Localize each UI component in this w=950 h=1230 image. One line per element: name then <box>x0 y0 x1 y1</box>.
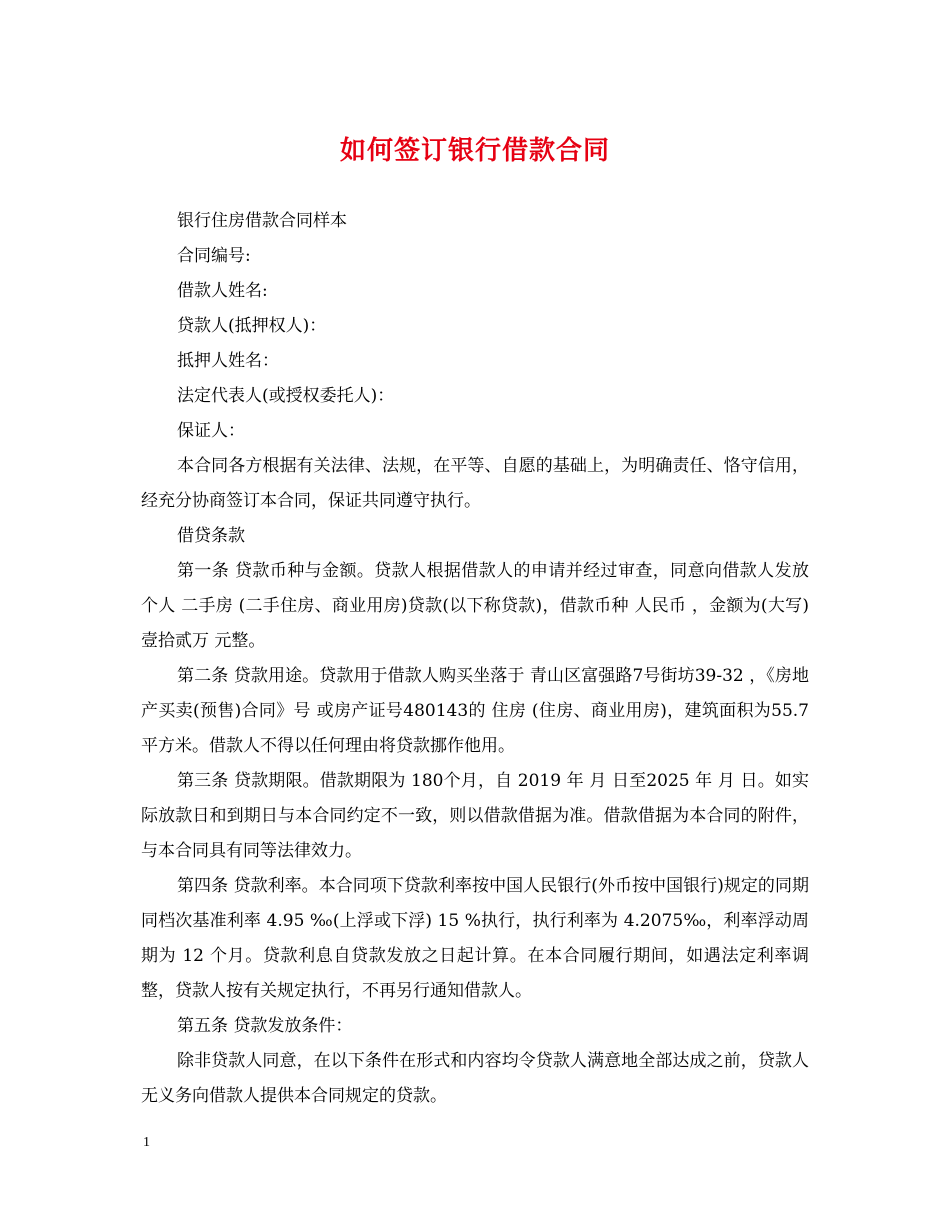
paragraph-preamble: 本合同各方根据有关法律、法规，在平等、自愿的基础上，为明确责任、恪守信用，经充分协商签订本合同，保证共同遵守执行。 <box>141 456 809 511</box>
document-title: 如何签订银行借款合同 <box>339 136 610 166</box>
paragraph-article-5: 第五条 贷款发放条件： <box>177 1016 353 1036</box>
document-body <box>141 204 809 1114</box>
paragraph-sample-heading: 银行住房借款合同样本 <box>177 211 347 231</box>
paragraph-guarantor: 保证人： <box>177 421 245 441</box>
paragraph-article-3: 第三条 贷款期限。借款期限为 180个月，自 2019 年 月 日至2025 年 月 日。如实际放款日和到期日与本合同约定不一致，则以借款借据为准。借款借据为本合同的附件，与本合同具有同等法律效力。 <box>141 771 809 861</box>
paragraph-article-2: 第二条 贷款用途。贷款用于借款人购买坐落于 青山区富强路7号街坊39-32 ，《房地产买卖(预售)合同》号 或房产证号480143的 住房 (住房、商业用房)，建筑面积为55.7平方米。借款人不得以任何理由将贷款挪作他用。 <box>141 666 809 756</box>
paragraph-article-1: 第一条 贷款币种与金额。贷款人根据借款人的申请并经过审查，同意向借款人发放个人 二手房 (二手住房、商业用房)贷款(以下称贷款)，借款币种 人民币 ，金额为(大写) 壹拾贰万 元整。 <box>141 561 809 651</box>
page-number: 1 <box>143 1135 150 1150</box>
paragraph-legal-representative: 法定代表人(或授权委托人)： <box>177 386 395 406</box>
paragraph-contract-number: 合同编号: <box>177 246 251 266</box>
paragraph-loan-terms-heading: 借贷条款 <box>177 526 245 546</box>
paragraph-mortgagor-name: 抵押人姓名： <box>177 351 279 371</box>
paragraph-article-4: 第四条 贷款利率。本合同项下贷款利率按中国人民银行(外币按中国银行)规定的同期同档次基准利率 4.95 ‰(上浮或下浮) 15 %执行，执行利率为 4.2075‰，利率浮动周期为 12 个月。贷款利息自贷款发放之日起计算。在本合同履行期间，如遇法定利率调整，贷款人按有关规定执行，不再另行通知借款人。 <box>141 876 809 1001</box>
paragraph-disbursement-conditions: 除非贷款人同意，在以下条件在形式和内容均令贷款人满意地全部达成之前，贷款人无义务向借款人提供本合同规定的贷款。 <box>141 1051 809 1106</box>
paragraph-lender: 贷款人(抵押权人)： <box>177 316 327 336</box>
paragraph-borrower-name: 借款人姓名: <box>177 281 268 301</box>
